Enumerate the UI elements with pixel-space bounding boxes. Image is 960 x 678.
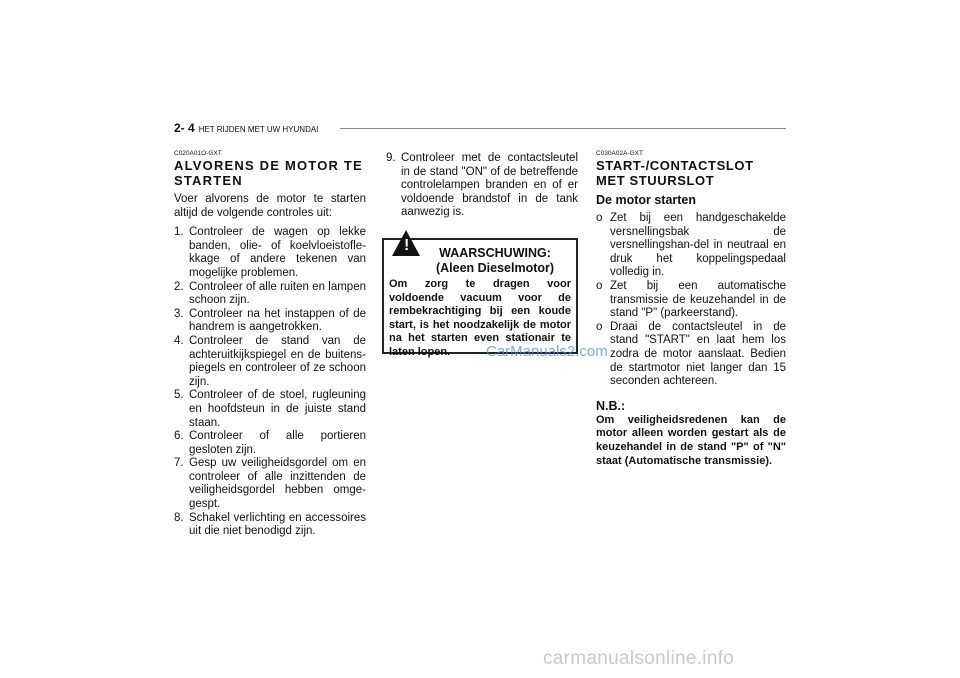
list-item: 7. Gesp uw veiligheidsgordel om en controleer of alle inzittenden de veiligheidsgordel hebben omge-gespt.	[174, 457, 366, 511]
list-item: 4. Controleer de stand van de achteruitkijkspiegel en de buitens-piegels en controleer of ze schoon zijn.	[174, 334, 366, 388]
list-item: 1. Controleer de wagen op lekke banden, olie- of koelvloeistofle-kkage of andere tekenen van mogelijke problemen.	[174, 226, 366, 279]
page-header	[174, 121, 318, 135]
section-code: C020A01O-GXT	[174, 150, 222, 157]
column-right	[596, 150, 786, 468]
section-heading: ALVORENS DE MOTOR TE STARTEN	[174, 158, 363, 188]
list-item: 2. Controleer of alle ruiten en lampen schoon zijn.	[174, 280, 366, 307]
list-item: o Draai de contactsleutel in de stand "START" en laat hem los zodra de motor aanslaat. Bedien de startmotor niet langer dan 15 seconden achtereen.	[596, 320, 786, 388]
section-heading: START-/CONTACTSLOT MET STUURSLOT	[596, 158, 754, 188]
warning-text: Om zorg te dragen voor voldoende vacuum voor de rembekrachtiging bij een koude start, is het noodzakelijk de motor na het starten even stationair te laten lopen.	[389, 278, 571, 358]
list-item: 9. Controleer met de contactsleutel in de stand "ON" of de betreffende controlelampen branden en of er voldoende brandstof in de tank aanwezig is.	[386, 152, 578, 219]
list-item: 3. Controleer na het instappen of de handrem is aangetrokken.	[174, 307, 366, 334]
exclamation-icon: !	[404, 237, 410, 254]
column-middle	[386, 152, 578, 220]
subheading: De motor starten	[596, 193, 697, 207]
watermark-footer: carmanualsonline.info	[543, 648, 735, 669]
page-number: 2- 4	[174, 121, 195, 135]
checklist	[174, 226, 366, 539]
note-text: Om veiligheidsredenen kan de motor alleen worden gestart als de keuzehandel in de stand "P" of "N" staat (Automatische transmissie).	[596, 413, 786, 467]
instruction-list	[596, 212, 786, 389]
header-rule	[340, 128, 786, 129]
list-item: o Zet bij een automatische transmissie de keuzehandel in de stand "P" (parkeerstand).	[596, 279, 786, 320]
list-item: 8. Schakel verlichting en accessoires uit die niet benodigd zijn.	[174, 511, 366, 538]
warning-title: WAARSCHUWING: (Aleen Dieselmotor)	[435, 246, 555, 275]
section-code: C030A02A-GXT	[596, 150, 643, 157]
list-item: 5. Controleer of de stoel, rugleuning en hoofdsteun in de juiste stand staan.	[174, 389, 366, 429]
column-left	[174, 150, 366, 539]
watermark-overlay: CarManuals2.com	[486, 343, 608, 360]
list-item: 6. Controleer of alle portieren gesloten zijn.	[174, 430, 366, 456]
list-item: o Zet bij een handgeschakelde versnellingsbak de versnellingshan-del in neutraal en druk het koppelingspedaal volledig in.	[596, 212, 786, 279]
note-title: N.B.:	[596, 398, 626, 413]
section-title: HET RIJDEN MET UW HYUNDAI	[198, 125, 319, 134]
intro-text: Voer alvorens de motor te starten altijd de volgende controles uit:	[174, 193, 366, 219]
checklist-continued	[386, 152, 578, 220]
